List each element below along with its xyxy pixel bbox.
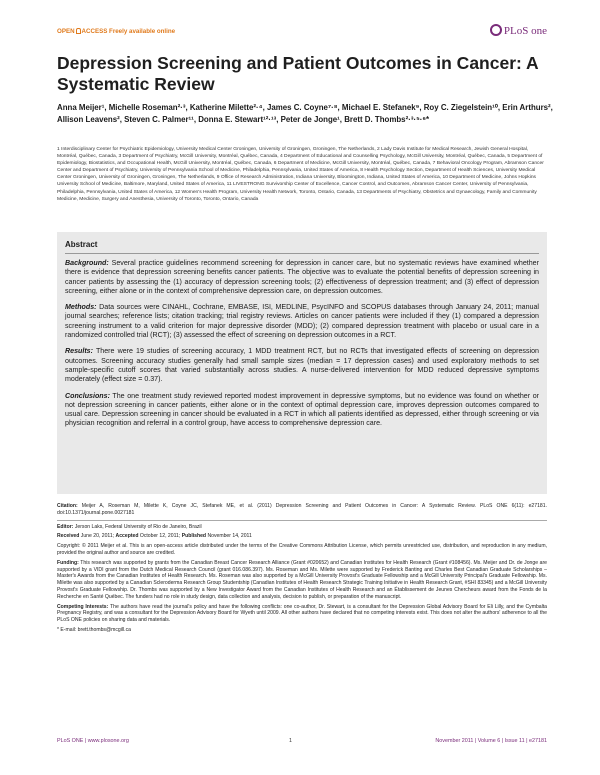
accepted-label: Accepted [115,533,139,540]
article-metadata [57,503,547,637]
copyright: Copyright: © 2011 Meijer et al. This is an open-access article distributed under the terms of the Creative Commons Attribution License, which permits unrestricted use, distribution, and reproduction in any medium, provided the original author and source are credited. [57,543,547,556]
abstract-heading: Abstract [65,240,98,249]
results-label: Results: [65,347,93,356]
citation [57,503,547,517]
author-list: Anna Meijer¹, Michelle Roseman²·³, Katherine Milette²·⁴, James C. Coyne⁷·⁸, Michael E. Stefanek⁹, Roy C. Ziegelstein¹⁰, Erin Arthurs², Allison Leavens², Steven C. Palmer¹¹, Donna E. Stewart¹²·¹³, Peter de Jonge¹, Brett D. Thombs²·³·⁵·⁶* [57,103,553,124]
conclusions-label: Conclusions: [65,391,110,400]
page-number: 1 [289,738,292,744]
abstract-methods [65,303,539,340]
open-access-text: ACCESS Freely available online [81,28,176,35]
meta-divider [57,520,547,521]
email-link[interactable]: * E-mail: brett.thombs@mcgill.ca [57,626,131,633]
journal-logo [490,24,547,37]
funding-text: This research was supported by grants from the Canadian Breast Cancer Research Alliance (Grant #020652) and Canadian Institutes for Health Research (Grant #108456). Ms. Meijer and Dr. de Jonge are supported by a VIDI grant from the Dutch Medical Research Council (grant 016.086.397). Ms. Roseman and Ms. Milette were supported by Frederick Banting and Charles Best Canadian Graduate Scholarships – Master's Awards from the Canadian Institutes of Health Research. Ms. Roseman was also supported by a McGill University Provost's Graduate Fellowship and a McGill University Principal's Graduate Fellowship. Ms. Milette was also supported by a Canadian Scleroderma Research Group Studentship (Canadian Institutes of Health Research Strategic Training Initiative in Health Research Grant, #SHI 83345) and a McGill University Provost's Graduate Fellowship. Dr. Thombs was supported by a New Investigator Award from the Canadian Institutes of Health Research and an Établissement de Jeunes Chercheurs award from the Fonds de la Recherche en Santé Québec. The funders had no role in study design, data collection and analysis, decision to publish, or preparation of the manuscript. [57,559,547,600]
abstract-background [65,259,539,296]
article-title: Depression Screening and Patient Outcomes in Cancer: A Systematic Review [57,53,539,94]
abstract-box [57,232,547,494]
competing-label: Competing Interests: [57,603,109,610]
plos-logo-icon [490,24,502,36]
journal-logo-text: PLoS one [503,25,547,37]
citation-text: Meijer A, Roseman M, Milette K, Coyne JC, Stefanek ME, et al. (2011) Depression Screening and Patient Outcomes in Cancer: A Systematic Review. PLoS ONE 6(11): e27181. doi:10.1371/journal.pone.0027181 [57,503,547,516]
open-lock-icon [76,28,81,34]
abstract-conclusions [65,392,539,429]
editor [57,524,547,531]
footer-journal-link[interactable]: PLoS ONE | www.plosone.org [57,738,129,744]
accepted-text: October 12, 2011; [138,533,182,540]
conclusions-text: The one treatment study reviewed reported modest improvement in depressive symptoms, but no evidence was found on whether or not depression screening in cancer patients, either alone or in the context of optimal depression care, improves depression outcomes compared to usual care. Depression screening in cancer should be evaluated in a RCT in which all patients identified as depressed, either through screening or via physician recognition and referral in a control group, have access to comprehensive depression care. [65,391,539,428]
editor-text: Jerson Laks, Federal University of Rio de Janeiro, Brazil [73,523,202,530]
dates [57,533,547,540]
competing-text: The authors have read the journal's policy and have the following conflicts: one co-author, Dr. Stewart, is a consultant for the Depression Global Advisory Board for Eli Lilly, and the Cymbalta Pregnancy Registry, and was a consultant for the Depression Advisory Board for Wyeth until 2009. All other authors have declared that no competing interests exist. This does not alter the authors' adherence to all the PLoS ONE policies on sharing data and materials. [57,603,547,624]
abstract-results [65,347,539,384]
competing-interests [57,604,547,624]
funding [57,560,547,601]
editor-label: Editor: [57,523,74,530]
abstract-divider [65,253,539,254]
footer-issue-info: November 2011 | Volume 6 | Issue 11 | e27181 [435,738,547,744]
results-text: There were 19 studies of screening accuracy, 1 MDD treatment RCT, but no RCTs that investigated effects of screening on depression outcomes. Screening accuracy studies generally had small sample sizes (median = 17 depression cases) and used exploratory methods to set sample-specific cutoff scores that varied substantially across studies. A nurse-delivered intervention for MDD reduced depressive symptoms moderately (effect size = 0.37). [65,347,539,384]
published-label: Published [181,533,207,540]
methods-text: Data sources were CINAHL, Cochrane, EMBASE, ISI, MEDLINE, PsycINFO and SCOPUS databases through January 24, 2011; manual journal searches; reference lists; citation tracking; trial registry reviews. Articles on cancer patients were included if they (1) compared a depression screening instrument to a valid criterion for major depressive disorder (MDD); (2) compared depression treatment with placebo or usual care in a randomized controlled trial (RCT); (3) assessed the effect of screening on depression outcomes in a RCT. [65,303,539,340]
methods-label: Methods: [65,303,97,312]
page-header [57,24,547,44]
background-text: Several practice guidelines recommend screening for depression in cancer care, but no systematic reviews have examined whether there is evidence that depression screening benefits cancer patients. The objective was to evaluate the potential benefits of depression screening in cancer patients by assessing the (1) accuracy of depression screening tools; (2) effectiveness of depression treatment; and (3) effect of depression screening, either alone or in the context of comprehensive depression care, on depression outcomes. [65,259,539,295]
page-footer [57,738,547,750]
background-label: Background: [65,259,109,267]
published-text: November 14, 2011 [206,533,252,540]
funding-label: Funding: [57,559,79,566]
received-text: June 20, 2011; [79,533,116,540]
abstract-body [65,259,539,436]
citation-label: Citation: [57,503,78,509]
affiliations: 1 Interdisciplinary Center for Psychiatric Epidemiology, University Medical Center Groningen, University of Groningen, Groningen, The Netherlands, 2 Lady Davis Institute for Medical Research, Jewish General Hospital, Montréal, Québec, Canada, 3 Department of Psychiatry, McGill University, Montréal, Québec, Canada, 4 Department of Educational and Counselling Psychology, McGill University, Montréal, Québec, Canada, 5 Department of Epidemiology, Biostatistics, and Occupational Health, McGill University, Montréal, Québec, Canada, 6 Department of Medicine, McGill University, Montréal, Québec, Canada, 7 Behavioral Oncology Program, Abramson Cancer Center and Department of Psychiatry, University of Pennsylvania School of Medicine, Philadelphia, Pennsylvania, United States of America, 8 Health Psychology Section, Department of Health Sciences, University Medical Center Groningen, University of Groningen, Groningen, The Netherlands, 9 Office of Research Administration, Indiana University, Bloomington, Indiana, United States of America, 10 Department of Medicine, Johns Hopkins University School of Medicine, Baltimore, Maryland, United States of America, 11 LIVESTRONG Survivorship Center of Excellence, Cancer Control, and Outcomes, Abramson Cancer Center, University of Pennsylvania, Philadelphia, Pennsylvania, United States of America, 12 Women's Health Program, University Health Network, Toronto, Ontario, Canada, 13 Departments of Psychiatry, Obstetrics and Gynaecology, Family and Community Medicine, Medicine, Surgery and Anesthesia, University of Toronto, Toronto, Ontario, Canada [57,147,544,202]
open-access-banner [57,28,175,35]
received-label: Received [57,533,80,540]
open-access-prefix: OPEN [57,28,75,35]
